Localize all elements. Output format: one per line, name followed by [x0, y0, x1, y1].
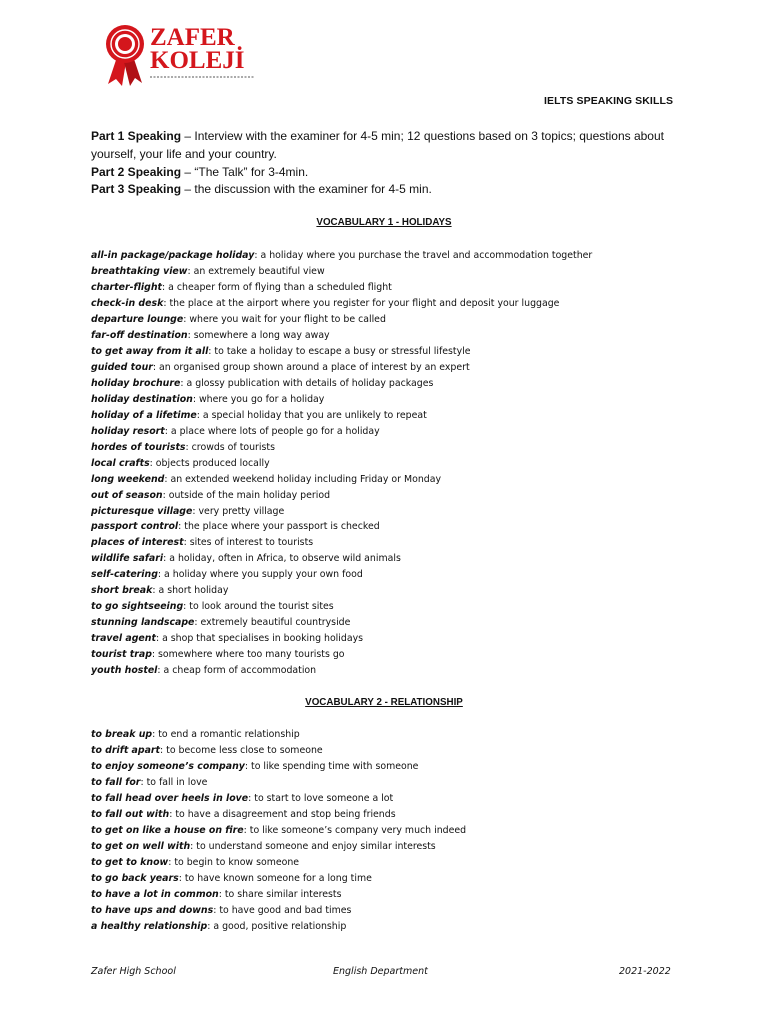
list-item: [91, 344, 711, 360]
term: charter-flight: [91, 281, 162, 293]
definition: : where you wait for your flight to be called: [183, 313, 386, 325]
definition: : a holiday where you supply your own food: [157, 569, 363, 581]
term: far-off destination: [91, 329, 188, 341]
term: travel agent: [91, 633, 156, 645]
logo-line-1: ZAFER: [150, 24, 235, 51]
term: long weekend: [91, 473, 165, 485]
list-item: [91, 727, 711, 743]
term: picturesque village: [91, 505, 193, 517]
part-3: [91, 181, 691, 199]
part-1: [91, 128, 691, 164]
list-item: [91, 567, 711, 583]
list-item: [91, 807, 711, 823]
term: a healthy relationship: [91, 920, 208, 932]
definition: : to understand someone and enjoy similar interests: [190, 840, 436, 852]
definition: : an organised group shown around a place of interest by an expert: [152, 361, 470, 373]
list-item: [91, 280, 711, 296]
definition: : to have known someone for a long time: [178, 872, 372, 884]
term: guided tour: [91, 361, 153, 373]
term: holiday resort: [91, 425, 165, 437]
list-item: [91, 615, 711, 631]
footer-year: 2021-2022: [619, 966, 671, 977]
definition: : somewhere a long way away: [187, 329, 330, 341]
list-item: [91, 775, 711, 791]
list-item: [91, 264, 711, 280]
term: holiday destination: [91, 393, 193, 405]
term: passport control: [91, 521, 179, 533]
list-item: [91, 743, 711, 759]
term: out of season: [91, 489, 163, 501]
definition: : a place where lots of people go for a holiday: [164, 425, 380, 437]
definition: : to take a holiday to escape a busy or stressful lifestyle: [208, 345, 471, 357]
definition: : a special holiday that you are unlikely to repeat: [196, 409, 427, 421]
definition: : a shop that specialises in booking holidays: [155, 633, 364, 645]
definition: : to fall in love: [140, 776, 208, 788]
list-item: [91, 839, 711, 855]
term: to fall out with: [91, 808, 170, 820]
vocab1-title: VOCABULARY 1 - HOLIDAYS: [316, 217, 452, 228]
list-item: [91, 519, 711, 535]
definition: : an extremely beautiful view: [187, 265, 325, 277]
vocab1-list: [91, 248, 711, 679]
definition: : to have good and bad times: [213, 904, 352, 916]
definition: : to have a disagreement and stop being friends: [169, 808, 396, 820]
list-item: [91, 919, 711, 935]
list-item: [91, 376, 711, 392]
list-item: [91, 599, 711, 615]
term: self-catering: [91, 569, 158, 581]
term: to get away from it all: [91, 345, 209, 357]
speaking-parts: [91, 128, 691, 199]
term: hordes of tourists: [91, 441, 186, 453]
definition: : to begin to know someone: [168, 856, 300, 868]
list-item: [91, 248, 711, 264]
term: departure lounge: [91, 313, 184, 325]
term: holiday of a lifetime: [91, 409, 197, 421]
list-item: [91, 759, 711, 775]
document-heading: IELTS SPEAKING SKILLS: [544, 95, 674, 107]
definition: : the place at the airport where you register for your flight and deposit your luggage: [163, 297, 560, 309]
definition: : an extended weekend holiday including Friday or Monday: [164, 473, 442, 485]
part-label: Part 3 Speaking: [91, 182, 182, 197]
term: local crafts: [91, 457, 150, 469]
term: breathtaking view: [91, 265, 188, 277]
definition: : to share similar interests: [218, 888, 342, 900]
list-item: [91, 871, 711, 887]
definition: : a short holiday: [152, 585, 229, 597]
term: to have a lot in common: [91, 888, 219, 900]
definition: : to become less close to someone: [160, 744, 323, 756]
list-item: [91, 903, 711, 919]
list-item: [91, 504, 711, 520]
list-item: [91, 296, 711, 312]
list-item: [91, 535, 711, 551]
list-item: [91, 663, 711, 679]
definition: : the place where your passport is checked: [178, 521, 380, 533]
definition: : where you go for a holiday: [192, 393, 325, 405]
list-item: [91, 647, 711, 663]
term: to fall for: [91, 776, 141, 788]
definition: : to like spending time with someone: [244, 760, 419, 772]
part-label: Part 1 Speaking: [91, 129, 182, 143]
vocab2-title: VOCABULARY 2 - RELATIONSHIP: [305, 697, 463, 708]
term: to get on like a house on fire: [91, 824, 244, 836]
definition: : outside of the main holiday period: [162, 489, 331, 501]
term: all-in package/package holiday: [91, 250, 255, 261]
term: to drift apart: [91, 744, 161, 756]
ribbon-rosette-icon: [106, 25, 144, 86]
term: to go back years: [91, 872, 179, 884]
list-item: [91, 472, 711, 488]
list-item: [91, 440, 711, 456]
definition: : to like someone’s company very much indeed: [243, 824, 467, 836]
term: to get to know: [91, 856, 169, 868]
definition: : crowds of tourists: [185, 441, 275, 453]
footer-department: English Department: [333, 966, 428, 977]
list-item: [91, 855, 711, 871]
part-text: – Interview with the examiner for 4-5 min; 12 questions based on 3 topics; questions about yourself, your life and your country.: [91, 129, 664, 161]
definition: : a holiday, often in Africa, to observe wild animals: [163, 553, 401, 565]
list-item: [91, 887, 711, 903]
list-item: [91, 424, 711, 440]
list-item: [91, 631, 711, 647]
definition: : to start to love someone a lot: [248, 792, 394, 804]
list-item: [91, 312, 711, 328]
definition: : a glossy publication with details of holiday packages: [180, 377, 434, 389]
definition: : a cheap form of accommodation: [157, 665, 317, 677]
definition: : to end a romantic relationship: [152, 729, 300, 740]
list-item: [91, 823, 711, 839]
term: check-in desk: [91, 297, 164, 309]
term: holiday brochure: [91, 377, 181, 389]
list-item: [91, 328, 711, 344]
definition: : a cheaper form of flying than a scheduled flight: [162, 281, 392, 293]
logo-line-2: KOLEJİ: [150, 47, 245, 74]
vocab2-list: [91, 727, 711, 935]
definition: : somewhere where too many tourists go: [151, 649, 345, 661]
list-item: [91, 408, 711, 424]
list-item: [91, 360, 711, 376]
list-item: [91, 392, 711, 408]
list-item: [91, 488, 711, 504]
term: tourist trap: [91, 649, 152, 661]
definition: : to look around the tourist sites: [183, 601, 334, 613]
part-2: [91, 164, 691, 182]
term: to get on well with: [91, 840, 191, 852]
school-logo: [104, 22, 264, 88]
definition: : sites of interest to tourists: [183, 537, 314, 549]
list-item: [91, 551, 711, 567]
list-item: [91, 791, 711, 807]
definition: : very pretty village: [192, 505, 285, 517]
footer-school: Zafer High School: [91, 966, 176, 977]
term: places of interest: [91, 537, 184, 549]
term: wildlife safari: [91, 553, 164, 565]
list-item: [91, 456, 711, 472]
term: to have ups and downs: [91, 904, 214, 916]
part-text: – “The Talk” for 3-4min.: [181, 164, 309, 179]
part-text: – the discussion with the examiner for 4-5 min.: [181, 182, 432, 197]
definition: : a good, positive relationship: [207, 920, 347, 932]
term: to enjoy someone’s company: [91, 760, 245, 772]
definition: : extremely beautiful countryside: [194, 617, 351, 629]
part-label: Part 2 Speaking: [91, 164, 182, 179]
term: short break: [91, 585, 153, 597]
term: to fall head over heels in love: [91, 792, 249, 804]
term: stunning landscape: [91, 617, 195, 629]
term: to break up: [91, 729, 153, 740]
term: to go sightseeing: [91, 601, 184, 613]
definition: : a holiday where you purchase the travel and accommodation together: [254, 250, 593, 261]
term: youth hostel: [91, 665, 158, 677]
definition: : objects produced locally: [149, 457, 270, 469]
list-item: [91, 583, 711, 599]
